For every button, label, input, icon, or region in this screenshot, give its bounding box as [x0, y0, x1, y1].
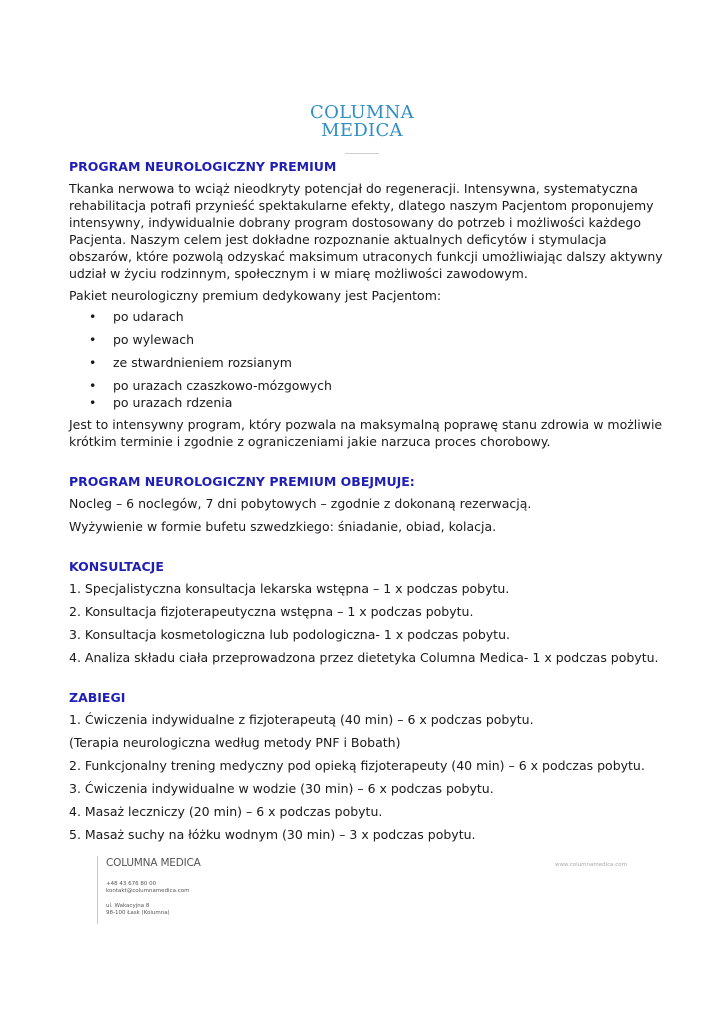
consultation-line: 4. Analiza składu ciała przeprowadzona przez dietetyka Columna Medica- 1 x podczas pobytu. [69, 650, 659, 665]
consultation-line: 1. Specjalistyczna konsultacja lekarska wstępna – 1 x podczas pobytu. [69, 581, 510, 596]
document-body [69, 158, 669, 843]
page-footer [97, 856, 657, 928]
section-heading-program: PROGRAM NEUROLOGICZNY PREMIUM [69, 159, 337, 174]
dedication-text: Pakiet neurologiczny premium dedykowany jest Pacjentom: [69, 288, 442, 303]
footer-website: www.columnamedica.com [555, 862, 628, 868]
section-heading-includes: PROGRAM NEUROLOGICZNY PREMIUM OBEJMUJE: [69, 474, 415, 489]
logo-line-2: MEDICA [321, 120, 403, 141]
treatment-line: 3. Ćwiczenia indywidualne w wodzie (30 min) – 6 x podczas pobytu. [69, 781, 494, 796]
section-heading-treatments: ZABIEGI [69, 690, 126, 705]
treatment-line: 2. Funkcjonalny trening medyczny pod opieką fizjoterapeuty (40 min) – 6 x podczas pobytu. [69, 758, 645, 773]
intro-paragraph: Tkanka nerwowa to wciąż nieodkryty potencjał do regeneracji. Intensywna, systematyczna rehabilitacja potrafi przynieść spektakularne efekty, dlatego naszym Pacjentom proponujemy intensywny, indywidualnie dobrany program dostosowany do potrzeb i możliwości każdego Pacjenta. Naszym celem jest dokładne rozpoznanie aktualnych deficytów i stymulacja obszarów, które pozwolą odzyskać maksimum utraconych funkcji umożliwiając dalszy aktywny udział w życiu rodzinnym, społecznym i w miarę możliwości zawodowym. [69, 181, 663, 281]
footer-email: kontakt@columnamedica.com [106, 888, 190, 894]
closing-paragraph: Jest to intensywny program, który pozwala na maksymalną poprawę stanu zdrowia w możliwie krótkim terminie i zgodnie z ograniczeniami jakie narzuca proces chorobowy. [69, 417, 663, 449]
accommodation-line: Nocleg – 6 noclegów, 7 dni pobytowych – zgodnie z dokonaną rezerwacją. [69, 496, 532, 511]
logo-divider [345, 153, 379, 154]
treatment-line: 4. Masaż leczniczy (20 min) – 6 x podczas pobytu. [69, 804, 383, 819]
logo [0, 104, 724, 140]
list-item: • po wylewach [69, 331, 669, 348]
catering-line: Wyżywienie w formie bufetu szwedzkiego: śniadanie, obiad, kolacja. [69, 519, 497, 534]
consultation-line: 3. Konsultacja kosmetologiczna lub podologiczna- 1 x podczas pobytu. [69, 627, 510, 642]
list-item: • po udarach [69, 308, 669, 325]
treatment-line: 1. Ćwiczenia indywidualne z fizjoterapeutą (40 min) – 6 x podczas pobytu. [69, 712, 534, 727]
logo-line-1: COLUMNA [310, 102, 414, 123]
treatment-line: (Terapia neurologiczna według metody PNF i Bobath) [69, 735, 401, 750]
footer-brand: COLUMNA MEDICA [106, 857, 201, 869]
treatment-line: 5. Masaż suchy na łóżku wodnym (30 min) – 3 x podczas pobytu. [69, 827, 476, 842]
footer-street: ul. Wakacyjna 8 [106, 903, 150, 909]
patient-list [69, 308, 669, 411]
footer-phone: +48 43 676 80 00 [106, 881, 157, 887]
footer-divider [97, 856, 98, 924]
list-item: • po urazach czaszkowo-mózgowych [69, 377, 669, 394]
footer-city: 98-100 Łask (Kolumna) [106, 910, 170, 916]
consultation-line: 2. Konsultacja fizjoterapeutyczna wstępna – 1 x podczas pobytu. [69, 604, 474, 619]
section-heading-consultations: KONSULTACJE [69, 559, 164, 574]
list-item: • ze stwardnieniem rozsianym [69, 354, 669, 371]
list-item: • po urazach rdzenia [69, 394, 669, 411]
